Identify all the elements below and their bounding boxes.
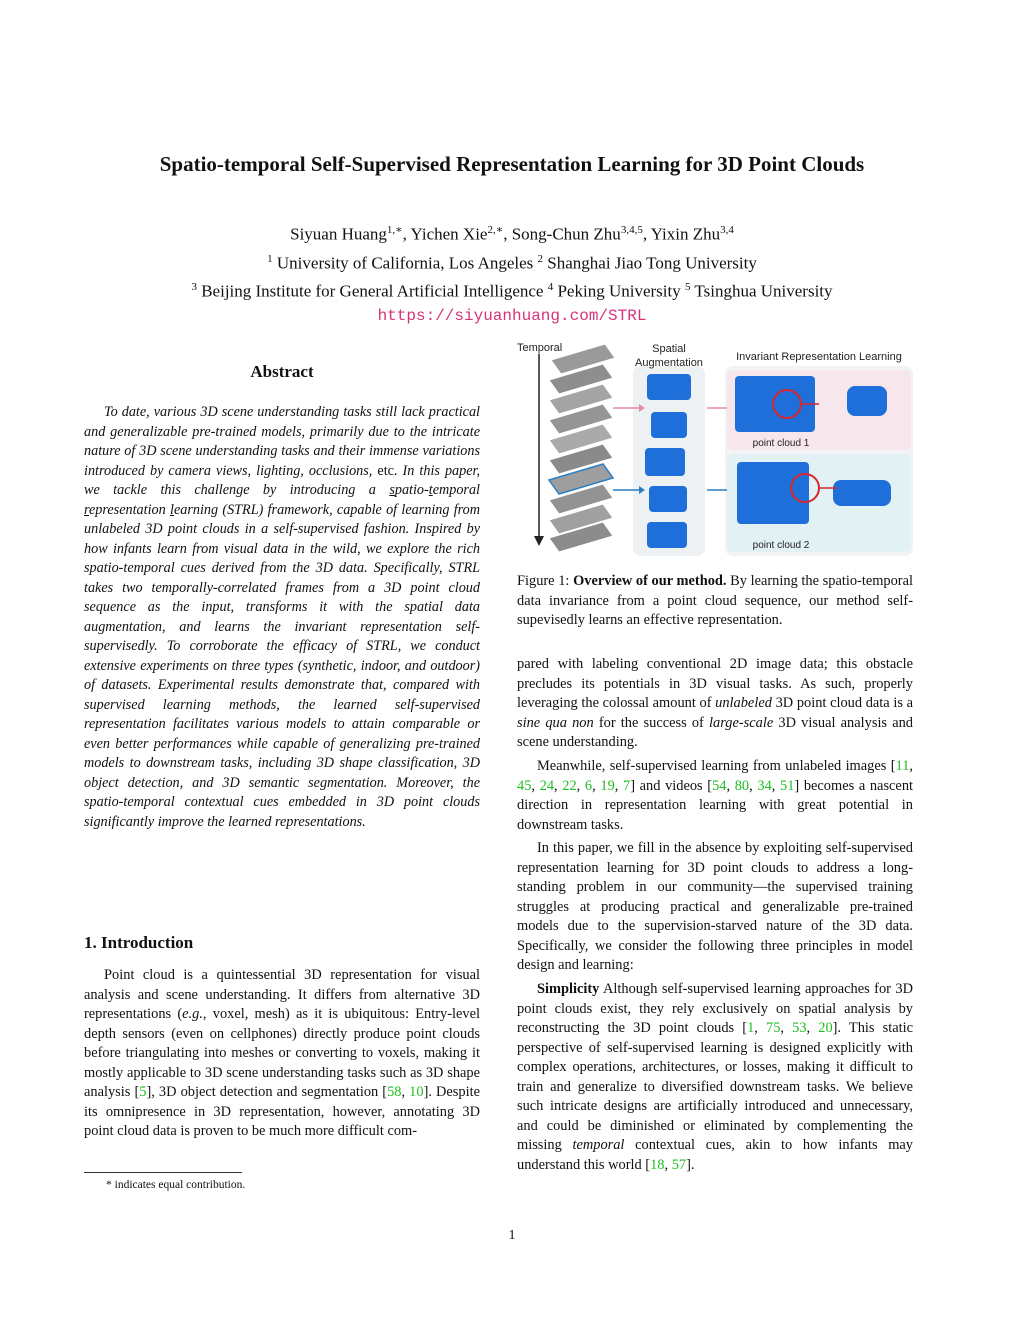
frame-stack <box>549 344 615 552</box>
augmentation-label: Augmentation <box>635 357 703 369</box>
citation-link[interactable]: 34 <box>757 777 772 794</box>
footnote: * indicates equal contribution. <box>106 1179 246 1191</box>
paper-title: Spatio-temporal Self-Supervised Representation Learning for 3D Point Clouds <box>159 152 865 176</box>
section-heading-introduction: 1. Introduction <box>84 933 194 952</box>
citation-link[interactable]: 75 <box>766 1020 781 1036</box>
citation-link[interactable]: 20 <box>818 1020 833 1036</box>
right-paragraph-3: In this paper, we fill in the absence by exploiting self-supervised representation learning for 3D point clouds to address a long-standing problem in our community—the supervised training struggles at producing practical and generalizable pre-trained models due to the supervision-starved nature of the 3D data. Specifically, we consider the following three principles in model design and learning: <box>517 840 913 973</box>
citation-link[interactable]: 10 <box>409 1084 424 1100</box>
intro-paragraph: Point cloud is a quintessential 3D representation for visual analysis and scene understanding. It differs from alternative 3D representations (e.g., voxel, mesh) as it is ubiquitous: Entry-level depth sensors (even on cellphones) directly produce point clouds before triangulating into meshes or converting to voxels, making it mostly applicable to 3D scene understanding tasks such as 3D shape analysis [5], 3D object detection and segmentation [58, 10]. Despite its omnipresence in 3D representation, however, annotating 3D point cloud data is proven to be much more difficult com- <box>84 967 480 1139</box>
figure-caption: Figure 1: Overview of our method. By learning the spatio-temporal data invariance from a point cloud sequence, our method self-supevisedly learns an effective representation. <box>517 573 913 628</box>
citation-link[interactable]: 24 <box>539 777 555 794</box>
citation-link[interactable]: 51 <box>780 777 795 794</box>
right-paragraph-2: Meanwhile, self-supervised learning from unlabeled images [11, 45, 24, 22, 6, 19, 7] and videos [54, 80, 34, 51] becomes a nascent direction in representation learning with great potential in downstream tasks. <box>517 758 914 833</box>
project-url-link[interactable]: https://siyuanhuang.com/STRL <box>377 306 647 325</box>
citation-link[interactable]: 11 <box>895 758 910 774</box>
affiliations-line-1: $^1$ University of California, Los Angeles $^2$ Shanghai Jiao Tong University <box>267 252 757 273</box>
pc2-label: point cloud 2 <box>752 540 810 551</box>
temporal-label: Temporal <box>517 342 563 354</box>
pc1-label: point cloud 1 <box>752 438 810 449</box>
footnote-rule <box>84 1172 242 1173</box>
spatial-label: Spatial <box>652 343 686 355</box>
citation-link[interactable]: 22 <box>562 777 577 794</box>
temporal-arrowhead <box>534 536 544 546</box>
citation-link[interactable]: 5 <box>139 1084 147 1100</box>
author-block <box>0 218 1024 329</box>
right-paragraph-simplicity: Simplicity Although self-supervised learning approaches for 3D point clouds exist, they rely exclusively on spatial analysis by reconstructing the 3D point clouds [1, 75, 53, 20]. This static perspective of self-supervised learning is designed explicitly with complex operations, architectures, or losses, making it difficult to train and generalize to diversified downstream tasks. We believe such intricate designs are artificially introduced and unnecessary, and could be diminished or eliminated by complementing the missing temporal contextual cues, akin to how infants may understand this world [18, 57]. <box>517 981 913 1173</box>
citation-link[interactable]: 58 <box>387 1084 402 1100</box>
citation-link[interactable]: 19 <box>600 777 615 794</box>
citation-link[interactable]: 6 <box>584 777 593 794</box>
abstract-heading: Abstract <box>250 362 314 381</box>
citation-link[interactable]: 57 <box>671 1156 687 1173</box>
citation-link[interactable]: 1 <box>747 1020 755 1036</box>
citation-link[interactable]: 54 <box>712 777 727 794</box>
citation-link[interactable]: 80 <box>734 777 750 794</box>
page-number: 1 <box>508 1228 516 1243</box>
citation-link[interactable]: 45 <box>517 777 532 794</box>
irl-label: Invariant Representation Learning <box>736 351 902 363</box>
citation-link[interactable]: 18 <box>650 1156 665 1173</box>
citation-link[interactable]: 7 <box>623 777 631 794</box>
author-names: Siyuan Huang$^{1,∗}$, Yichen Xie$^{2,∗}$, Song-Chun Zhu$^{3,4,5}$, Yixin Zhu$^{3,4}$ <box>290 224 734 244</box>
affiliations-line-2: $^3$ Beijing Institute for General Artificial Intelligence $^4$ Peking University $^5$ Tsinghua University <box>191 281 833 301</box>
abstract-text: To date, various 3D scene understanding tasks still lack practical and generalizable pre-trained models, primarily due to the intricate nature of 3D scene understanding tasks and their immense variations introduced by camera views, lighting, occlusions, etc. In this paper, we tackle this challenge by introducing a spatio-temporal representation learning (STRL) framework, capable of learning from unlabeled 3D point clouds in a self-supervised fashion. Inspired by how infants learn from visual data in the wild, we explore the rich spatio-temporal cues derived from the 3D data. Specifically, STRL takes two temporally-correlated frames from a 3D point cloud sequence as the input, transforms it with the spatial data augmentation, and learns the invariant representation self-supervisedly. To corroborate the efficacy of STRL, we conduct extensive experiments on three types (synthetic, indoor, and outdoor) of datasets. Experimental results demonstrate that, compared with supervised learning methods, the learned self-supervised representation facilitates various models to attain comparable or even better performances while capable of generalizing pre-trained models to downstream tasks, including 3D shape classification, 3D object detection, and 3D semantic segmentation. Moreover, the spatio-temporal contextual cues embedded in 3D point clouds significantly improve the learned representations. <box>84 404 481 830</box>
figure-overview <box>515 340 915 562</box>
citation-link[interactable]: 53 <box>792 1020 807 1036</box>
right-paragraph-1: pared with labeling conventional 2D image data; this obstacle precludes its potentials in 3D visual tasks. As such, properly leveraging the colossal amount of unlabeled 3D point cloud data is a sine qua non for the success of large-scale 3D visual analysis and scene understanding. <box>517 656 913 750</box>
